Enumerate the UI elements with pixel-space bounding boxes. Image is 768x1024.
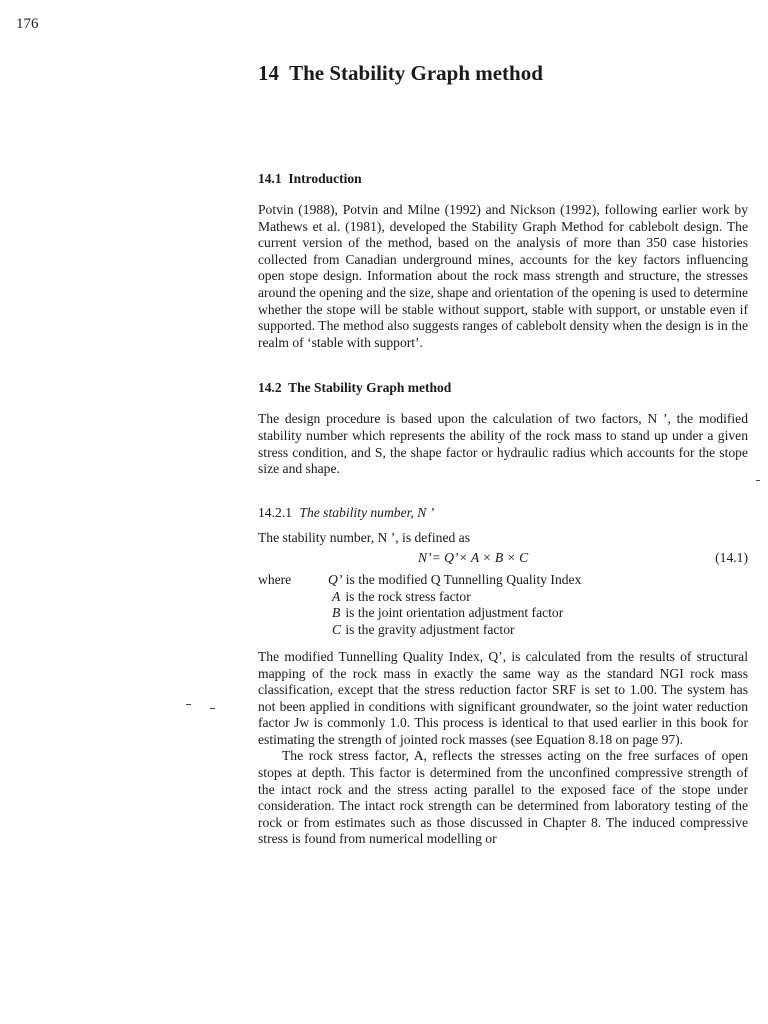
where-label: where xyxy=(258,571,292,587)
where-symbol: A xyxy=(332,588,341,604)
where-text: is the joint orientation adjustment factor xyxy=(345,605,564,621)
where-item xyxy=(328,589,748,606)
page-number: 176 xyxy=(16,16,39,32)
scan-mark xyxy=(756,480,760,481)
where-list xyxy=(258,572,748,639)
modified-q-paragraph: The modified Tunnelling Quality Index, Q’, is calculated from the results of structural mapping of the rock mass in exactly the same way as the standard NGI rock mass classification, except that the stress reduction factor SRF is set to 1.00. The system has not been applied in conditions with significant groundwater, so the joint water reduction factor Jw is commonly 1.0. This process is identical to that used earlier in this book for estimating the strength of jointed rock masses (see Equation 8.18 on page 97). xyxy=(258,648,748,747)
where-text: is the modified Q Tunnelling Quality Index xyxy=(345,571,582,587)
where-symbol: Q’ xyxy=(328,571,343,587)
section-heading-introduction xyxy=(258,170,748,187)
introduction-paragraph: Potvin (1988), Potvin and Milne (1992) and Nickson (1992), following earlier work by Mathews et al. (1981), developed the Stability Graph Method for cablebolt design. The current version of the method, based on the analysis of more than 350 case histories collected from Canadian underground mines, accounts for the key factors influencing open stope design. Information about the rock mass strength and structure, the stresses around the opening and the size, shape and orientation of the opening is used to determine whether the stope will be stable without support, stable with support, or unstable even if supported. The method also suggests ranges of cablebolt density when the design is in the realm of ‘stable with support’. xyxy=(258,202,748,350)
where-item xyxy=(328,622,748,639)
equation-number: (14.1) xyxy=(715,549,748,565)
equation-row xyxy=(258,548,748,568)
equation: N’= Q’× A × B × C xyxy=(418,549,529,565)
where-symbol: B xyxy=(332,605,341,621)
where-text: is the rock stress factor xyxy=(345,588,471,604)
section-title: Introduction xyxy=(288,171,362,186)
scan-mark xyxy=(186,704,191,705)
rock-stress-paragraph: The rock stress factor, A, reflects the stresses acting on the free surfaces of open stopes at depth. This factor is determined from the unconfined compressive strength of the intact rock and the stress acting parallel to the exposed face of the stope under consideration. The intact rock strength can be determined from laboratory testing of the rock or from estimates such as those discussed in Chapter 8. The induced compressive stress is found from numerical modelling or xyxy=(258,748,748,847)
section-number: 14.2 xyxy=(258,380,282,396)
where-text: is the gravity adjustment factor xyxy=(345,622,515,638)
where-symbol: C xyxy=(332,622,342,638)
chapter-title-text: The Stability Graph method xyxy=(289,61,543,85)
section-title: The Stability Graph method xyxy=(288,380,452,396)
chapter-title xyxy=(258,60,748,86)
where-item xyxy=(328,572,748,589)
scan-mark xyxy=(210,708,215,709)
section-number: 14.1 xyxy=(258,171,282,186)
subsection-title: The stability number, N ’ xyxy=(299,504,435,520)
page-content xyxy=(258,60,748,848)
section-heading-stability-graph xyxy=(258,379,748,396)
definition-line: The stability number, N ’, is defined as xyxy=(258,529,470,545)
subsection-number: 14.2.1 xyxy=(258,504,292,520)
chapter-number: 14 xyxy=(258,61,279,85)
where-item xyxy=(328,605,748,622)
subsection-heading xyxy=(258,504,748,521)
design-procedure-paragraph: The design procedure is based upon the calculation of two factors, N ’, the modified stability number which represents the ability of the rock mass to stand up under a given stress condition, and S, the shape factor or hydraulic radius which accounts for the stope size and shape. xyxy=(258,411,748,477)
